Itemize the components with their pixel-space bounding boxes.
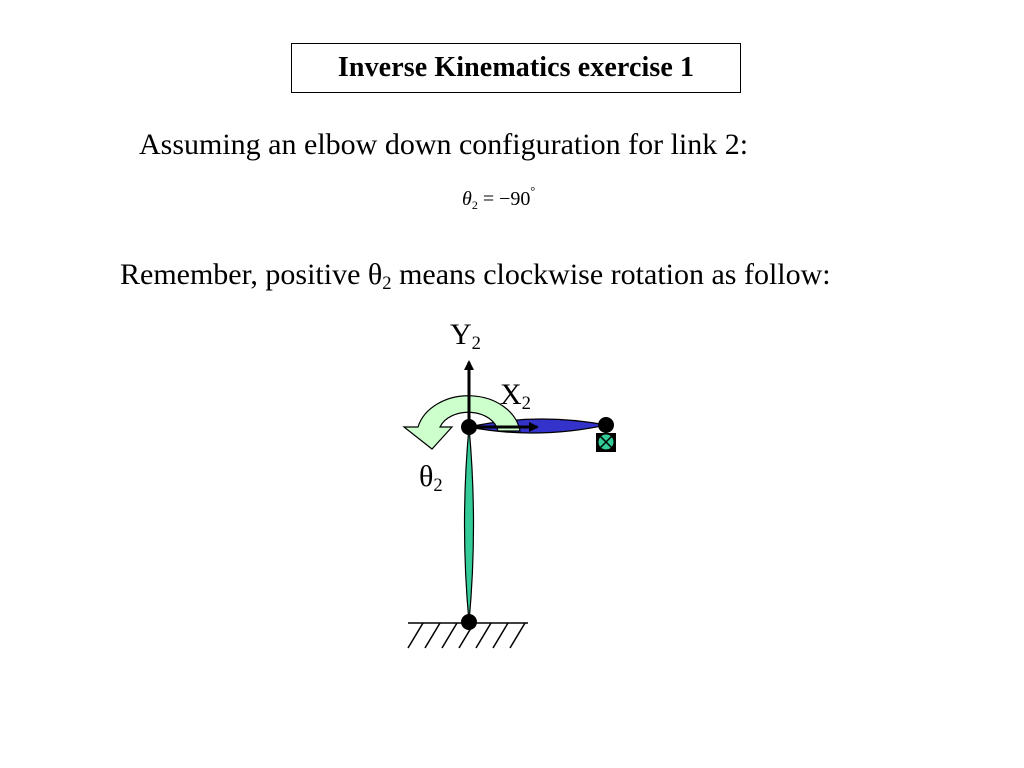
intro-text: Assuming an elbow down configuration for link 2: — [139, 128, 749, 161]
reminder-after: means clockwise rotation as follow: — [391, 258, 831, 291]
equation-subscript: 2 — [471, 198, 478, 212]
x-axis-letter: X — [500, 378, 522, 411]
equation-symbol: θ — [462, 188, 472, 210]
wrist-joint — [598, 417, 614, 433]
equation-unit: ° — [530, 184, 536, 198]
theta2-subscript: 2 — [433, 475, 443, 497]
page-title: Inverse Kinematics exercise 1 — [337, 52, 695, 83]
theta2-letter: θ — [419, 460, 434, 493]
equation-operator: = — [482, 188, 495, 210]
x-axis-subscript: 2 — [521, 393, 531, 415]
theta2-label — [419, 460, 443, 497]
link1 — [465, 427, 474, 622]
y-axis-letter: Y — [450, 318, 472, 351]
equation-value: −90 — [499, 188, 531, 210]
elbow-joint — [461, 419, 477, 435]
end-effector-icon — [596, 433, 616, 452]
base-joint — [461, 614, 477, 630]
y-axis-subscript: 2 — [471, 333, 481, 355]
x-axis-label — [500, 378, 531, 415]
y-axis-label — [450, 318, 481, 355]
reminder-before: Remember, positive θ — [120, 258, 383, 291]
reminder-subscript: 2 — [382, 273, 392, 295]
